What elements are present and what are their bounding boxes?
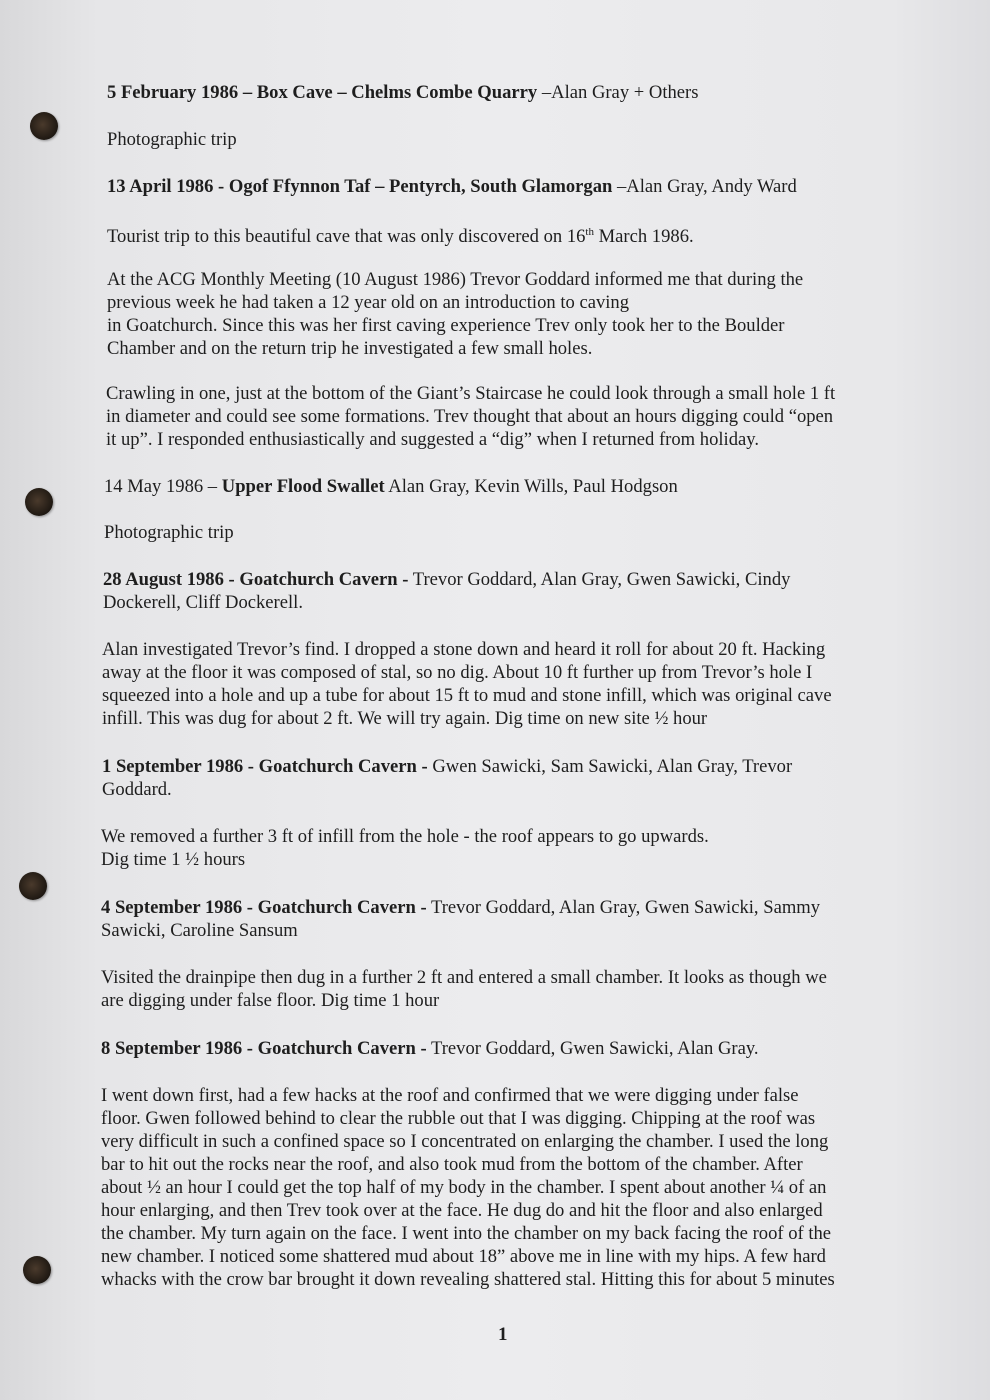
entry-body: Alan investigated Trevor’s find. I dropped a stone down and heard it roll for about 20 ft. Hacking away at the floor it was composed of stal, so no dig. About 10 ft further up from Trevor’s hole I squeezed into a hole and up a tube for about 15 ft to mud and stone infill, which was original cave infill. This was dug for about 2 ft. We will try again. Dig time on new site ½ hour bbox=[102, 639, 832, 729]
entry-body: We removed a further 3 ft of infill from the hole - the roof appears to go upwards. Dig time 1 ½ hours bbox=[101, 826, 709, 870]
entry-heading: 8 September 1986 - Goatchurch Cavern - Trevor Goddard, Gwen Sawicki, Alan Gray. bbox=[101, 1038, 759, 1059]
punch-hole bbox=[19, 872, 47, 900]
entry-body: Photographic trip bbox=[107, 129, 237, 150]
punch-hole bbox=[25, 488, 53, 516]
entry-4-sep-1986: 4 September 1986 - Goatchurch Cavern - Trevor Goddard, Alan Gray, Gwen Sawicki, Sammy Sawicki, Caroline Sansum bbox=[101, 897, 821, 941]
entry-body: Visited the drainpipe then dug in a further 2 ft and entered a small chamber. It looks as though we are digging under false floor. Dig time 1 hour bbox=[101, 967, 827, 1011]
page-number: 1 bbox=[498, 1324, 508, 1345]
entry-8-sep-1986 bbox=[101, 1037, 759, 1060]
entry-body: I went down first, had a few hacks at the roof and confirmed that we were digging under false floor. Gwen followed behind to clear the rubble out that I was digging. Chipping at the roof was very difficult in such a confined space so I concentrated on enlarging the chamber. I used the long bar to hit out the rocks near the roof, and also took mud from the bottom of the chamber. After about ½ an hour I could get the top half of my body in the chamber. I spent about another ¼ of an hour enlarging, and then Trev took over at the face. He dug do and hit the floor and also enlarged the chamber. My turn again on the face. I went into the chamber on my back facing the roof of the new chamber. I noticed some shattered mud about 18” above me in line with my hips. A few hard whacks with the crow bar brought it down revealing shattered stal. Hitting this for about 5 minutes bbox=[101, 1085, 835, 1290]
punch-hole bbox=[23, 1256, 51, 1284]
entry-heading: 13 April 1986 - Ogof Ffynnon Taf – Pentyrch, South Glamorgan –Alan Gray, Andy Ward bbox=[107, 176, 797, 197]
entry-28-aug-1986: 28 August 1986 - Goatchurch Cavern - Trevor Goddard, Alan Gray, Gwen Sawicki, Cindy Dockerell, Cliff Dockerell. bbox=[103, 569, 791, 613]
entry-heading: 14 May 1986 – Upper Flood Swallet Alan Gray, Kevin Wills, Paul Hodgson bbox=[104, 476, 678, 497]
entry-body: Tourist trip to this beautiful cave that was only discovered on 16th March 1986. bbox=[107, 226, 694, 248]
entry-5-feb-1986 bbox=[107, 81, 698, 104]
entry-heading: 4 September 1986 - Goatchurch Cavern - Trevor Goddard, Alan Gray, Gwen Sawicki, Sammy bbox=[101, 897, 821, 918]
entry-heading: 5 February 1986 – Box Cave – Chelms Combe Quarry –Alan Gray + Others bbox=[107, 82, 699, 103]
entry-heading: 28 August 1986 - Goatchurch Cavern - Trevor Goddard, Alan Gray, Gwen Sawicki, Cindy bbox=[103, 569, 791, 590]
entry-13-apr-1986 bbox=[107, 175, 797, 198]
entry-paragraph: At the ACG Monthly Meeting (10 August 1986) Trevor Goddard informed me that during the previous week he had taken a 12 year old on an introduction to caving in Goatchurch. Since this was her first caving experience Trev only took her to the Boulder Chamber and on the return trip he investigated a few small holes. bbox=[107, 269, 804, 359]
entry-paragraph: Crawling in one, just at the bottom of the Giant’s Staircase he could look through a small hole 1 ft in diameter and could see some formations. Trev thought that about an hours digging could “open it up”. I responded enthusiastically and suggested a “dig” when I returned from holiday. bbox=[106, 383, 836, 450]
entry-heading: 1 September 1986 - Goatchurch Cavern - Gwen Sawicki, Sam Sawicki, Alan Gray, Trevor bbox=[102, 756, 793, 777]
entry-14-may-1986 bbox=[104, 475, 678, 498]
entry-1-sep-1986: 1 September 1986 - Goatchurch Cavern - Gwen Sawicki, Sam Sawicki, Alan Gray, Trevor Goddard. bbox=[102, 756, 793, 800]
entry-body: Photographic trip bbox=[104, 522, 234, 543]
punch-hole bbox=[30, 112, 58, 140]
